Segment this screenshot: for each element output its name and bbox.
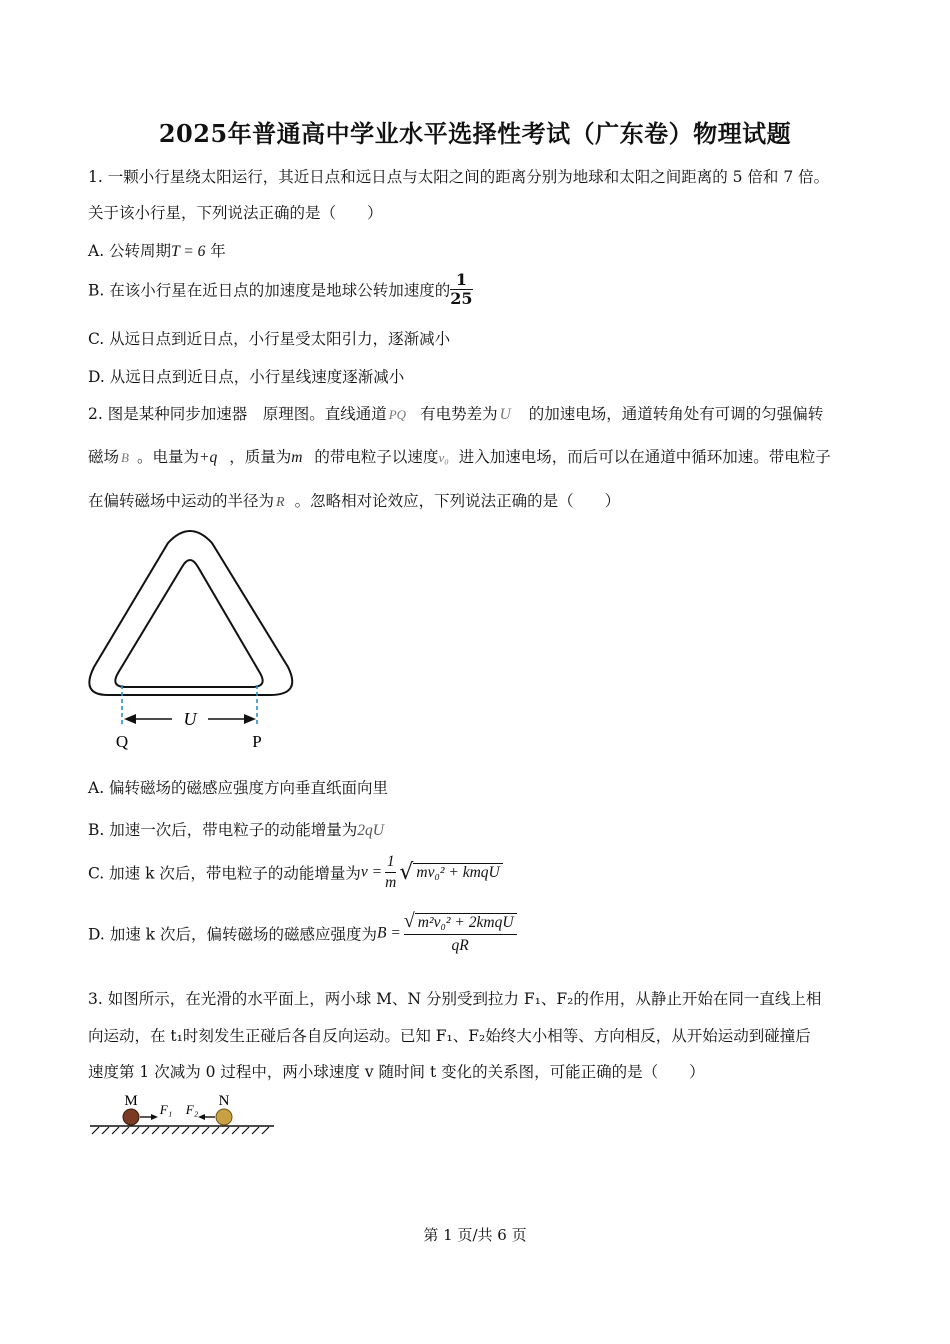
q1-option-c: C. 从远日点到近日点，小行星受太阳引力，逐渐减小 (88, 330, 451, 348)
q1-option-d: D. 从远日点到近日点，小行星线速度逐渐减小 (88, 368, 405, 386)
accelerator-diagram (88, 525, 298, 755)
page-title: 2025年普通高中学业水平选择性考试（广东卷）物理试题 (158, 119, 792, 148)
q1-a-math: T = 6 (171, 243, 206, 260)
q1-b-fraction: $\frac{1}{25}$ (450, 270, 473, 308)
page-footer: 第 1 页/共 6 页 (423, 1226, 527, 1244)
q2-stem-line2: 磁场 B 。电量为+q ，质量为m 的带电粒子以速度v₀ 进入加速电场，而后可以在通道中循环加速。带电粒子 (88, 448, 831, 466)
inner-track (115, 560, 262, 687)
q1-stem-line2: 关于该小行星，下列说法正确的是（ ） (88, 204, 383, 222)
arrowhead-right (244, 714, 256, 724)
label-f2: F₂ (185, 1102, 199, 1117)
q3-stem-line3: 速度第 1 次减为 0 过程中，两小球速度 v 随时间 t 变化的关系图，可能正确的是（ ） (88, 1063, 705, 1081)
balls-diagram (88, 1090, 278, 1136)
label-q: Q (115, 732, 129, 751)
q3-stem-line1: 3. 如图所示，在光滑的水平面上，两小球 M、N 分别受到拉力 F₁、F₂的作用，从静止开始在同一直线上相 (88, 990, 822, 1008)
q1-option-b: B. 在该小行星在近日点的加速度是地球公转加速度的 $\frac{1}{25}$ (88, 270, 473, 308)
arrowhead-f2 (198, 1114, 205, 1120)
ball-n (216, 1109, 232, 1125)
q2-c-fraction: $\frac{1}{m}$ (385, 853, 397, 891)
q2-b-math: 2qU (357, 822, 384, 839)
q2-stem-line1: 2. 图是某种同步加速器 原理图。直线通道 PQ 有电势差为 U 的加速电场，通道转角处有可调的匀强偏转 (88, 405, 824, 423)
q1-stem-line1: 1. 一颗小行星绕太阳运行，其近日点和远日点与太阳之间的距离分别为地球和太阳之间距离的 5 倍和 7 倍。 (88, 168, 830, 186)
q1-option-a: A. 公转周期T = 6 年 (88, 242, 226, 260)
label-n: N (218, 1093, 230, 1109)
q2-d-fraction: $\frac{\text{√ m²v₀² + 2kmqU}}{qR}$ (404, 910, 517, 957)
label-m: M (124, 1093, 138, 1109)
q2-d-radicand: m²v₀² + 2kmqU (415, 913, 517, 931)
q2-option-a: A. 偏转磁场的磁感应强度方向垂直纸面向里 (88, 779, 389, 797)
q2-stem-line3: 在偏转磁场中运动的半径为 R 。忽略相对论效应，下列说法正确的是（ ） (88, 492, 621, 510)
ground-hatching (92, 1127, 269, 1134)
arrowhead-left (124, 714, 136, 724)
ball-m (123, 1109, 139, 1125)
q2-c-radicand: mv₀² + kmqU (413, 863, 502, 881)
q2-option-b: B. 加速一次后，带电粒子的动能增量为2qU (88, 821, 384, 839)
q2-option-c: C. 加速 k 次后，带电粒子的动能增量为v = $\frac{1}{m}$ √ mv₀² + kmqU (88, 852, 503, 893)
q2-option-d: D. 加速 k 次后，偏转磁场的磁感应强度为B = $\frac{\text{√ m²v₀² + 2kmqU}}{qR}$ (88, 910, 517, 957)
label-f1: F₁ (159, 1102, 173, 1117)
q3-stem-line2: 向运动，在 t₁时刻发生正碰后各自反向运动。已知 F₁、F₂始终大小相等、方向相反，从开始运动到碰撞后 (88, 1027, 811, 1045)
label-p: P (252, 732, 262, 751)
label-u: U (183, 709, 197, 729)
arrowhead-f1 (151, 1114, 158, 1120)
